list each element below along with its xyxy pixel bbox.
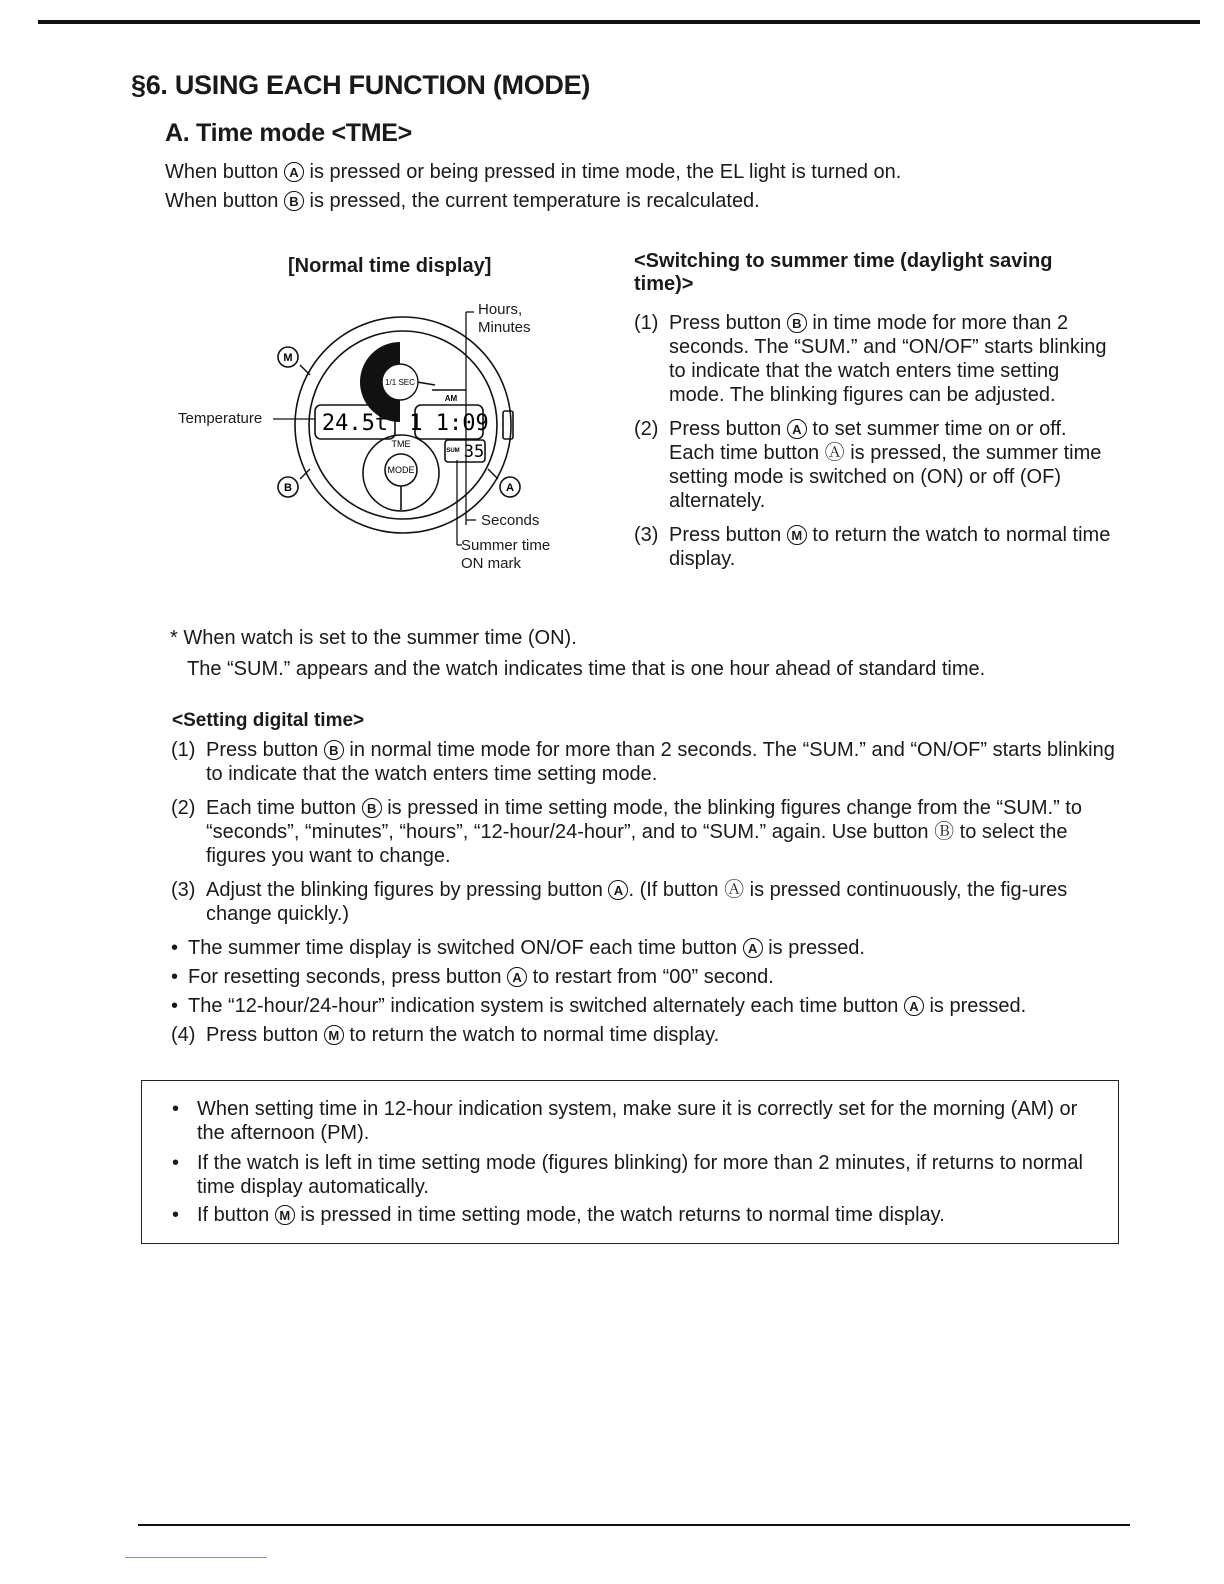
note-item: • When setting time in 12-hour indication system, make sure it is correctly set for the morning (AM) or the afternoon (PM).: [172, 1098, 1078, 1144]
label-hours: Hours,: [478, 301, 523, 318]
button-a-icon: A: [284, 162, 304, 182]
button-m-icon: M: [787, 525, 807, 545]
time-readout: 1 1:09: [409, 411, 489, 436]
digital-heading: <Setting digital time>: [172, 710, 365, 731]
section-title: §6. USING EACH FUNCTION (MODE): [131, 70, 591, 100]
button-b-icon: B: [284, 191, 304, 211]
summer-heading-1: <Switching to summer time (daylight saving: [634, 250, 1053, 272]
footer-rule: [125, 1557, 267, 1558]
label-minutes: Minutes: [478, 319, 531, 336]
sum-indicator: SUM: [446, 448, 460, 454]
label-seconds: Seconds: [481, 512, 540, 529]
digital-step: (3) Adjust the blinking figures by pressing button A . (If button Ⓐ is pressed continuously, the fig-ures change quickly.): [171, 879, 1068, 925]
digital-step: (1) Press button B in normal time mode for more than 2 seconds. The “SUM.” and “ON/OF” starts blinking to indicate that the watch enters time setting mode.: [171, 739, 1115, 785]
button-a-label: A: [506, 482, 514, 494]
star-note-line-1: * When watch is set to the summer time (ON).: [170, 627, 577, 649]
button-a-icon: A: [608, 880, 628, 900]
button-b-label: B: [284, 482, 292, 494]
button-m-icon: M: [324, 1025, 344, 1045]
button-b-icon: B: [324, 740, 344, 760]
button-a-icon: A: [787, 419, 807, 439]
star-note-line-2: The “SUM.” appears and the watch indicates time that is one hour ahead of standard time.: [187, 658, 986, 680]
figure-title: [Normal time display]: [288, 255, 492, 277]
button-b-icon: B: [787, 313, 807, 333]
summer-step: (1) Press button B in time mode for more than 2 seconds. The “SUM.” and “ON/OF” starts blinking to indicate that the watch enters time setting mode. The blinking figures can be adjusted.: [634, 312, 1107, 406]
summer-step: (2) Press button A to set summer time on or off. Each time button Ⓐ is pressed, the summer time setting mode is switched on (ON) or off (OF) alternately.: [634, 418, 1102, 512]
am-indicator: AM: [444, 394, 458, 403]
button-a-icon: A: [904, 996, 924, 1016]
digital-step: (4) Press button M to return the watch to normal time display.: [171, 1024, 720, 1046]
button-a-icon: A: [507, 967, 527, 987]
summer-step: (3) Press button M to return the watch to normal time display.: [634, 524, 1111, 570]
summer-steps: [634, 311, 1114, 581]
digital-bullet: • The summer time display is switched ON/OF each time button A is pressed.: [171, 937, 865, 959]
subsection-title: A. Time mode <TME>: [165, 119, 412, 147]
note-item: • If button M is pressed in time setting mode, the watch returns to normal time display.: [172, 1204, 945, 1226]
summer-heading-2: time)>: [634, 273, 694, 295]
temperature-readout: 24.5t: [321, 411, 389, 436]
button-m-label: M: [283, 352, 293, 364]
sec-dial-label: 1/1 SEC: [385, 378, 415, 387]
seconds-readout: 35: [463, 442, 485, 462]
top-rule: [38, 20, 1200, 24]
label-temperature: Temperature: [178, 410, 263, 427]
important-notes-box: [141, 1080, 1119, 1244]
label-summer-1: Summer time: [461, 537, 551, 554]
button-b-icon: B: [362, 798, 382, 818]
tme-label: TME: [391, 439, 411, 449]
digital-step: (2) Each time button B is pressed in time setting mode, the blinking figures change from the “SUM.” to “seconds”, “minutes”, “hours”, “12-hour/24-hour”, and to “SUM.” again. Use button Ⓑ to select the figures you want to change.: [171, 797, 1082, 867]
digital-bullet: • For resetting seconds, press button A to restart from “00” second.: [171, 966, 774, 988]
note-item: • If the watch is left in time setting mode (figures blinking) for more than 2 minutes, if returns to normal time display automatically.: [172, 1152, 1083, 1198]
mode-label: MODE: [387, 465, 415, 475]
intro-line-2: When button B is pressed, the current temperature is recalculated.: [165, 190, 760, 212]
button-m-icon: M: [275, 1205, 295, 1225]
bottom-rule: [138, 1524, 1130, 1526]
label-summer-2: ON mark: [461, 555, 521, 572]
intro-line-1: When button A is pressed or being pressed in time mode, the EL light is turned on.: [165, 161, 902, 183]
button-a-icon: A: [743, 938, 763, 958]
digital-bullet: • The “12-hour/24-hour” indication system is switched alternately each time button A is pressed.: [171, 995, 1027, 1017]
digital-steps: [171, 738, 1119, 1057]
